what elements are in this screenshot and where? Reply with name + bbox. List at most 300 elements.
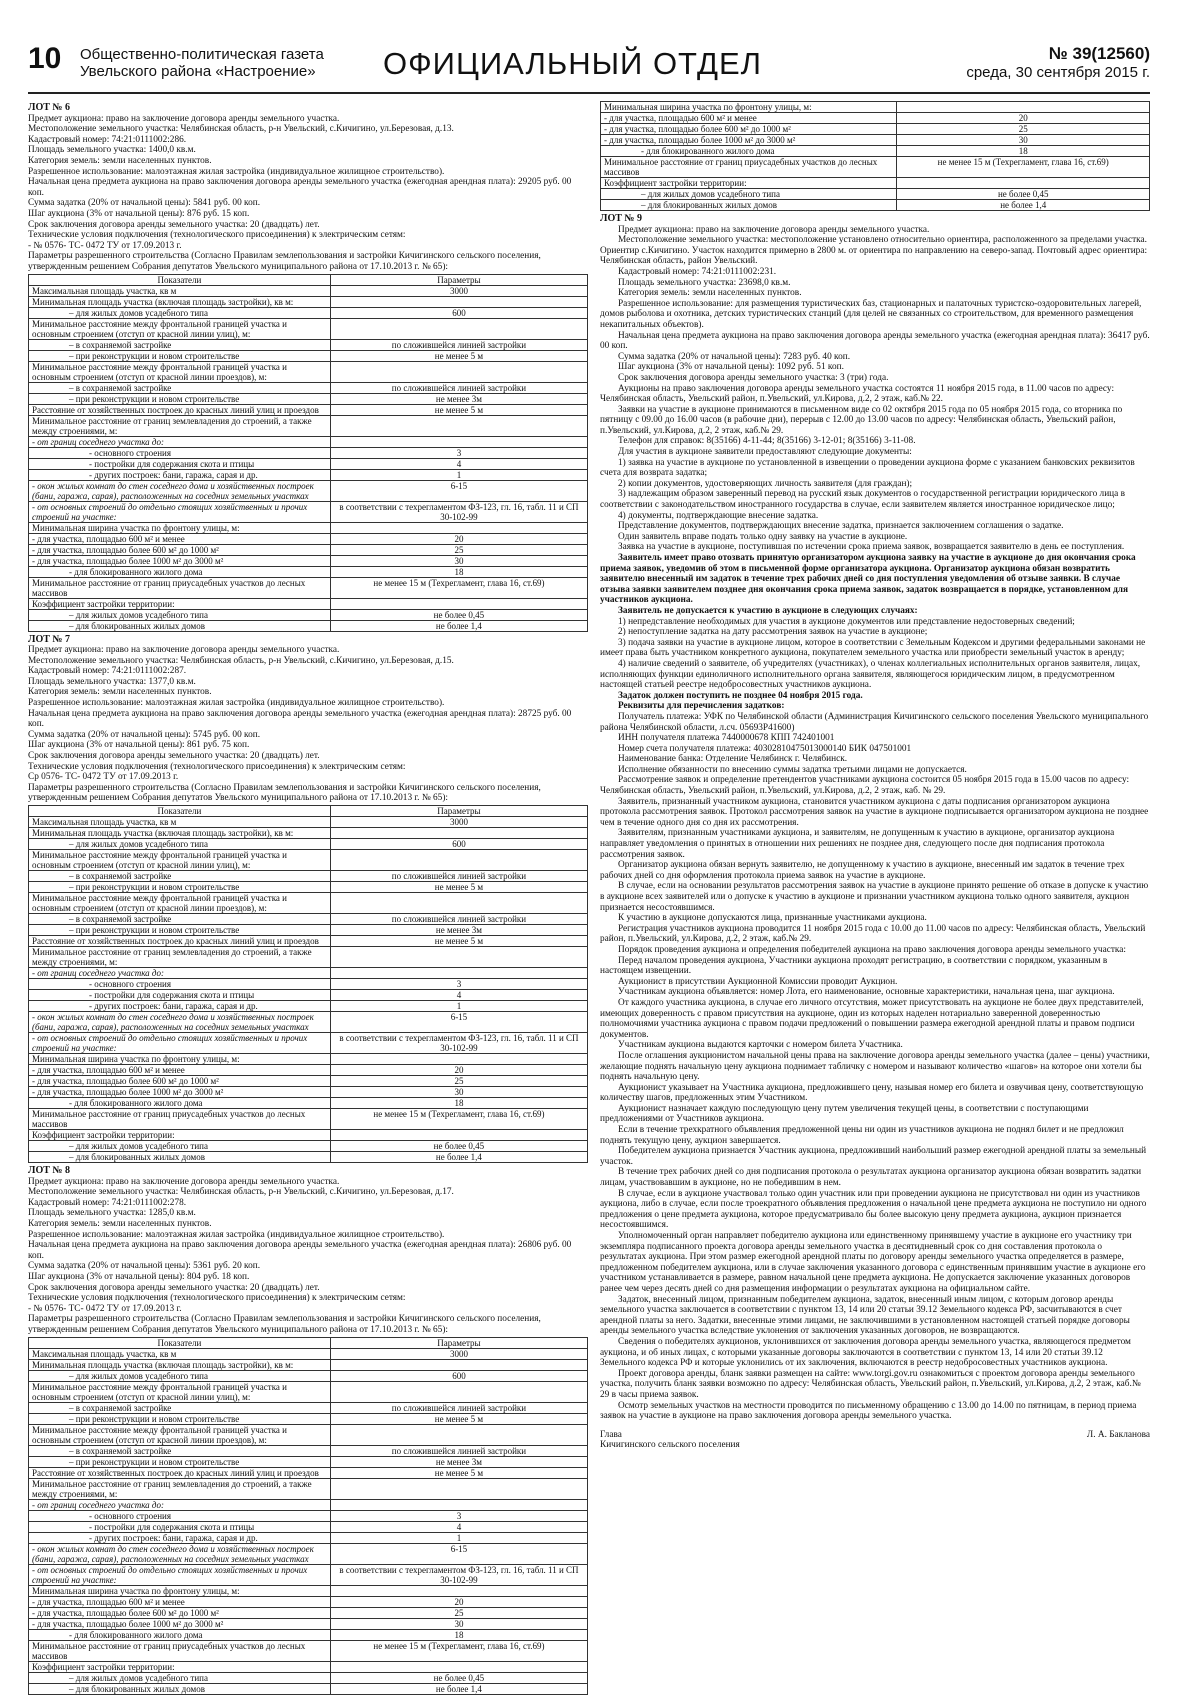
lot9-paragraph: 2) непоступление задатка на дату рассмотрения заявок на участие в аукционе;	[618, 627, 928, 638]
params-value: не более 1,4	[330, 1152, 587, 1163]
params-key: Максимальная площадь участка, кв м	[29, 817, 331, 828]
params-key: - основного строения	[29, 447, 331, 458]
header-rule	[28, 92, 1150, 94]
lot9-paragraph: Заявки на участие в аукционе принимаются в письменном виде со 02 октября 2015 года по 05 ноября 2015 года, со вторника по пятницу с 09.00 до 16.00 часов (в рабочие дни), перерыв с 12.00 до 13.00 часов по адресу: Челябинская область, Увельский район, п.Увельский, ул.Кирова, д.2, 2 этаж, каб.№ 29.	[600, 404, 1123, 436]
lot9-paragraph: От каждого участника аукциона, в случае его личного отсутствия, может присутствовать на аукционе не более двух представителей, имеющих доверенность с правом присутствия на аукционе, один из которых наделен нотариально заверенной доверенностью полномочиями участника аукциона с правом подачи предложений о повышении размера ежегодной арендной платы и правом подписи документов.	[600, 997, 1144, 1040]
params-key: Максимальная площадь участка, кв м	[29, 285, 331, 296]
params-key: – для блокированных жилых домов	[601, 200, 897, 211]
params-row	[29, 968, 588, 979]
params-row	[29, 1499, 588, 1510]
params-key: – в сохраняемой застройке	[29, 871, 331, 882]
params-key: Минимальная ширина участка по фронтону улицы, м:	[29, 1054, 331, 1065]
params-key: – в сохраняемой застройке	[29, 1445, 331, 1456]
lot9-paragraph: ИНН получателя платежа 7440000678 КПП 742401001	[618, 733, 835, 744]
params-value	[330, 598, 587, 609]
lot9-paragraph: В случае, если на основании результатов рассмотрения заявок на участие в аукционе принято решение об отказе в допуске к участию в аукционе всех заявителей или о допуске к участию в аукционе и признании участником аукциона только одного заявителя, аукцион признается несостоявшимся.	[600, 881, 1149, 913]
params-row	[29, 1141, 588, 1152]
params-value	[330, 1424, 587, 1445]
params-row	[29, 1370, 588, 1381]
params-value	[330, 1585, 587, 1596]
params-key: - для участка, площадью более 1000 м² до 3000 м²	[29, 555, 331, 566]
params-row	[29, 447, 588, 458]
params-value: 25	[330, 544, 587, 555]
lot9-paragraph: Проект договора аренды, бланк заявки размещен на сайте: www.torgi.gov.ru ознакомиться с проектом договора аренды земельного участка, получить бланк заявки возможно по адресу: Челябинская область, Увельский район, п.Увельский, ул.Кирова, д.2, 2 этаж, каб.№ 29 в часы приема заявок.	[600, 1368, 1141, 1400]
params-key: - других построек: бани, гаража, сарая и др.	[29, 1001, 331, 1012]
params-row	[29, 307, 588, 318]
params-row	[29, 1076, 588, 1087]
lot9-paragraph: Предмет аукциона: право на заключение договора аренды земельного участка.	[618, 224, 930, 235]
params-value: 6-15	[330, 480, 587, 501]
params-row	[29, 828, 588, 839]
lot9-paragraph: Один заявитель вправе подать только одну заявку на участие в аукционе.	[618, 531, 908, 542]
params-value	[330, 1359, 587, 1370]
lot9-paragraph: Представление документов, подтверждающих внесение задатка, признается заключением соглашения о задатке.	[618, 521, 1064, 532]
params-value: не менее 5 м	[330, 350, 587, 361]
params-value: 6-15	[330, 1543, 587, 1564]
params-value: 20	[330, 1596, 587, 1607]
lot9-paragraph: Реквизиты для перечисления задатков:	[618, 701, 785, 712]
params-row	[29, 1402, 588, 1413]
params-row	[29, 1087, 588, 1098]
lot9-paragraph: Организатор аукциона обязан вернуть заявителю, не допущенному к участию в аукционе, внесенный им задаток в течение трех рабочих дней со дня оформления протокола приема заявок на участие в аукционе.	[600, 860, 1125, 881]
lot-line: Кадастровый номер: 74:21:0111002:287.	[28, 666, 187, 677]
issue-date: среда, 30 сентября 2015 г.	[966, 64, 1150, 81]
params-value	[330, 947, 587, 968]
params-row	[29, 1012, 588, 1033]
params-key: - для блокированного жилого дома	[29, 1098, 331, 1109]
params-value: 30	[330, 1087, 587, 1098]
params-value: 30	[330, 555, 587, 566]
gazette-name	[80, 46, 324, 80]
left-column	[28, 100, 588, 1694]
params-row	[29, 1532, 588, 1543]
lot9-paragraph: Аукционист назначает каждую последующую цену путем увеличения текущей цены, в соответствии с поступающими предложениями от Участников аукциона.	[600, 1103, 1089, 1125]
params-row	[29, 415, 588, 436]
params-key: – в сохраняемой застройке	[29, 339, 331, 350]
params-row	[601, 189, 1150, 200]
params-table	[600, 101, 1150, 211]
params-value: по сложившейся линией застройки	[330, 339, 587, 350]
params-key: Минимальное расстояние между фронтальной границей участка и основным строением (отступ от красной линии улиц), м:	[29, 850, 331, 871]
lot-line: Начальная цена предмета аукциона на право заключения договора аренды земельного участка (ежегодная арендная плата): 26806 руб. 00 коп.	[28, 1240, 572, 1261]
signature-title	[600, 1430, 740, 1451]
params-key: Минимальное расстояние между фронтальной границей участка и основным строением (отступ от красной линии улиц), м:	[29, 1381, 331, 1402]
params-value: не менее 15 м (Техрегламент, глава 16, ст.69)	[897, 157, 1150, 178]
params-value: 25	[897, 124, 1150, 135]
params-value: 600	[330, 307, 587, 318]
params-value: в соответствии с техрегламентом ФЗ-123, гл. 16, табл. 11 и СП 30-102-99	[330, 1033, 587, 1054]
params-value: 3	[330, 979, 587, 990]
params-value: в соответствии с техрегламентом ФЗ-123, гл. 16, табл. 11 и СП 30-102-99	[330, 501, 587, 522]
params-row	[29, 555, 588, 566]
params-row	[29, 1543, 588, 1564]
params-row	[29, 1445, 588, 1456]
params-value	[330, 436, 587, 447]
lot9-paragraph: Перед началом проведения аукциона, Участники аукциона проходят регистрацию, в соответствии с порядком, указанным в настоящем извещении.	[600, 955, 1108, 977]
department-title: ОФИЦИАЛЬНЫЙ ОТДЕЛ	[383, 46, 762, 81]
params-value: не более 0,45	[330, 1141, 587, 1152]
params-col-left: Показатели	[29, 806, 331, 817]
lot9-paragraph: Площадь земельного участка: 23698,0 кв.м.	[618, 277, 791, 288]
params-key: – при реконструкции и новом строительстве	[29, 1456, 331, 1467]
issue-number: № 39(12560)	[1048, 44, 1150, 63]
params-value: 4	[330, 1521, 587, 1532]
params-key: – при реконструкции и новом строительстве	[29, 350, 331, 361]
params-key: Минимальная ширина участка по фронтону улицы, м:	[601, 102, 897, 113]
signature-line2: Кичигинского сельского поселения	[600, 1440, 740, 1451]
params-row	[29, 914, 588, 925]
params-key: - для блокированного жилого дома	[29, 566, 331, 577]
params-value: 3	[330, 1510, 587, 1521]
params-value: 3000	[330, 817, 587, 828]
lot9-paragraph: Осмотр земельных участков на местности проводится по письменному обращению с 13.00 до 14.00 по пятницам, в период приема заявок на участие в аукционе на право заключения договора аренды земельного участка.	[600, 1400, 1137, 1422]
lot-line: Параметры разрешенного строительства (Согласно Правилам землепользования и застройки Кичигинского сельского поселения, утвержденным решением Собрания депутатов Увельского муниципального района от 17.10.2013 г. № 65):	[28, 251, 541, 272]
params-value	[330, 850, 587, 871]
params-row	[29, 882, 588, 893]
params-row	[29, 1629, 588, 1640]
lot-title: ЛОТ № 8	[28, 1165, 70, 1176]
params-row	[29, 817, 588, 828]
params-row	[29, 893, 588, 914]
lot9-paragraph: Рассмотрение заявок и определение претендентов участниками аукциона состоится 05 ноября 2015 года в 15.00 часов по адресу: Челябинская область, Увельский район, п.Увельский, ул.Кирова, д.2, 2 этаж, каб. № 29.	[600, 775, 1130, 797]
lot-line: Площадь земельного участка: 1285,0 кв.м.	[28, 1208, 196, 1219]
lot9-paragraph: Аукционист в присутствии Аукционной Комиссии проводит Аукцион.	[618, 976, 898, 987]
lot-line: Шаг аукциона (3% от начальной цены): 876 руб. 15 коп.	[28, 208, 250, 219]
lot9-paragraph: Победителем аукциона признается Участник аукциона, предложивший наибольший размер ежегодной арендной платы за земельный участок.	[600, 1146, 1147, 1167]
params-value	[330, 968, 587, 979]
params-key: Коэффициент застройки территории:	[29, 598, 331, 609]
params-value: 18	[330, 1629, 587, 1640]
params-value: 30	[897, 135, 1150, 146]
params-row	[29, 1467, 588, 1478]
params-key: - для участка, площадью 600 м² и менее	[29, 533, 331, 544]
params-row	[29, 1683, 588, 1694]
params-row	[29, 1564, 588, 1585]
lot-line: Сумма задатка (20% от начальной цены): 5745 руб. 00 коп.	[28, 729, 261, 740]
params-row	[29, 458, 588, 469]
params-value: по сложившейся линией застройки	[330, 871, 587, 882]
params-row	[29, 1596, 588, 1607]
params-value: 6-15	[330, 1012, 587, 1033]
lot9-paragraph: Аукционы на право заключения договора аренды земельного участка состоятся 11 ноября 2015 года, в 11.00 часов по адресу: Челябинская область, Увельский район, п.Увельский, ул.Кирова, д.2, 2 этаж, каб.№ 22.	[600, 383, 1115, 405]
lot-line: Площадь земельного участка: 1400,0 кв.м.	[28, 145, 196, 156]
params-value	[330, 522, 587, 533]
params-key: – для жилых домов усадебного типа	[29, 839, 331, 850]
params-key: Минимальная ширина участка по фронтону улицы, м:	[29, 1585, 331, 1596]
params-value	[897, 178, 1150, 189]
lot-line: Разрешенное использование: малоэтажная жилая застройка (индивидуальное жилищное строительство).	[28, 698, 445, 709]
lot9-paragraph: Шаг аукциона (3% от начальной цены): 1092 руб. 51 коп.	[618, 362, 844, 373]
lot-title: ЛОТ № 9	[600, 213, 642, 224]
params-value	[330, 828, 587, 839]
params-row	[29, 1001, 588, 1012]
params-key: - от основных строений до отдельно стоящих хозяйственных и прочих строений на участке:	[29, 501, 331, 522]
params-value: не более 0,45	[330, 1672, 587, 1683]
params-col-right: Параметры	[330, 274, 587, 285]
lot9-paragraph: Начальная цена предмета аукциона на право заключения договора аренды земельного участка (ежегодная арендная плата): 36417 руб. 00 коп.	[600, 330, 1150, 352]
params-key: - для участка, площадью 600 м² и менее	[29, 1065, 331, 1076]
params-key: Расстояние от хозяйственных построек до красных линий улиц и проездов	[29, 1467, 331, 1478]
params-row	[29, 1510, 588, 1521]
params-key: - для участка, площадью 600 м² и менее	[29, 1596, 331, 1607]
params-key: - окон жилых комнат до стен соседнего дома и хозяйственных построек (бани, гаража, сарая), расположенных на соседних земельных участках	[29, 1543, 331, 1564]
lot9-paragraph: Телефон для справок: 8(35166) 4-11-44; 8(35166) 3-12-01; 8(35166) 3-11-08.	[618, 436, 916, 447]
params-value: 600	[330, 1370, 587, 1381]
lot9-paragraph: 1) непредставление необходимых для участия в аукционе документов или представление недостоверных сведений;	[618, 616, 1075, 627]
params-key: Расстояние от хозяйственных построек до красных линий улиц и проездов	[29, 936, 331, 947]
params-value: 18	[897, 146, 1150, 157]
params-key: - для участка, площадью более 600 м² до 1000 м²	[29, 544, 331, 555]
lot-line: Предмет аукциона: право на заключение договора аренды земельного участка.	[28, 113, 340, 124]
params-key: Минимальное расстояние между фронтальной границей участка и основным строением (отступ от красной линии проездов), м:	[29, 893, 331, 914]
params-value: 1	[330, 1532, 587, 1543]
params-row	[29, 1640, 588, 1661]
lot-line: Разрешенное использование: малоэтажная жилая застройка (индивидуальное жилищное строительство).	[28, 1229, 445, 1240]
lot-line: Кадастровый номер: 74:21:0111002:286.	[28, 134, 187, 145]
lot-line: Начальная цена предмета аукциона на право заключения договора аренды земельного участка (ежегодная арендная плата): 29205 руб. 00 коп.	[28, 177, 572, 198]
lot-line: Категория земель: земли населенных пунктов.	[28, 1218, 212, 1229]
params-row	[601, 135, 1150, 146]
params-key: – для жилых домов усадебного типа	[601, 189, 897, 200]
params-row	[29, 850, 588, 871]
lot-line: Сумма задатка (20% от начальной цены): 5841 руб. 00 коп.	[28, 198, 261, 209]
lot-line: Технические условия подключения (технологического присоединения) к электрическим сетям:	[28, 761, 406, 772]
params-col-left: Показатели	[29, 274, 331, 285]
lot-line: Срок заключения договора аренды земельного участка: 20 (двадцать) лет.	[28, 751, 320, 762]
params-key: - для участка, площадью более 1000 м² до 3000 м²	[29, 1618, 331, 1629]
params-value	[330, 296, 587, 307]
params-value	[897, 102, 1150, 113]
lot9-paragraph: Участникам аукциона выдаются карточки с номером билета Участника.	[618, 1040, 903, 1051]
params-row	[29, 469, 588, 480]
params-key: Коэффициент застройки территории:	[29, 1661, 331, 1672]
params-row	[601, 124, 1150, 135]
lot-line: Срок заключения договора аренды земельного участка: 20 (двадцать) лет.	[28, 219, 320, 230]
signature-name: Л. А. Бакланова	[1086, 1429, 1150, 1440]
params-key: - для участка, площадью 600 м² и менее	[601, 113, 897, 124]
params-row	[601, 178, 1150, 189]
params-row	[29, 1065, 588, 1076]
lot9-paragraph: Регистрация участников аукциона проводится 11 ноября 2015 года с 10.00 до 11.00 часов по адресу: Челябинская область, Увельский район, п.Увельский, ул.Кирова, д.2, 2 этаж, каб.№ 29.	[600, 923, 1146, 945]
params-value: по сложившейся линией застройки	[330, 1402, 587, 1413]
lot9-paragraph: Исполнение обязанности по внесению суммы задатка третьими лицами не допускается.	[618, 764, 967, 775]
lot9-paragraph: Разрешенное использование: для размещения туристических баз, стационарных и палаточных туристско-оздоровительных лагерей, домов рыболова и охотника, детских туристических станций (для целей не связанных со строительством, для временного размещения некапитальных объектов).	[600, 298, 1142, 330]
signature-line1: Глава	[600, 1429, 622, 1440]
params-value: по сложившейся линией застройки	[330, 914, 587, 925]
params-key: - для участка, площадью более 1000 м² до 3000 м²	[29, 1087, 331, 1098]
lot-line: Местоположение земельного участка: Челябинская область, р-н Увельский, с.Кичигино, ул.Березовая, д.17.	[28, 1187, 454, 1198]
lot-line: Шаг аукциона (3% от начальной цены): 804 руб. 18 коп.	[28, 1271, 250, 1282]
params-row	[601, 157, 1150, 178]
params-value: не менее 5 м	[330, 882, 587, 893]
params-row	[29, 1618, 588, 1629]
lot9-paragraph: Заявитель имеет право отозвать принятую организатором аукциона заявку на участие в аукционе до дня окончания срока приема заявок, уведомив об этом в письменной форме организатора аукциона. Организатор аукциона обязан возвратить заявителю внесенный им задаток в течение трех рабочих дней со дня поступления уведомления об отзыве заявки. В случае отзыва заявки заявителем позднее дня окончания срока приема заявок, задаток возвращается в порядке, установленном для участников аукциона.	[600, 553, 1136, 606]
params-value	[330, 1661, 587, 1672]
lot9-paragraph: Порядок проведения аукциона и определения победителей аукциона на право заключения договора аренды земельного участка:	[618, 944, 1126, 955]
params-row	[29, 480, 588, 501]
lot9-paragraph: 4) документы, подтверждающие внесение задатка.	[618, 510, 819, 521]
params-row	[29, 598, 588, 609]
params-value	[330, 1478, 587, 1499]
params-value: не более 1,4	[897, 200, 1150, 211]
params-value	[330, 1499, 587, 1510]
params-row	[29, 1152, 588, 1163]
params-value: 20	[330, 1065, 587, 1076]
lot-line: Параметры разрешенного строительства (Согласно Правилам землепользования и застройки Кичигинского сельского поселения, утвержденным решением Собрания депутатов Увельского муниципального района от 17.10.2013 г. № 65):	[28, 1314, 541, 1335]
right-column	[600, 100, 1150, 1650]
params-key: – в сохраняемой застройке	[29, 382, 331, 393]
lot-line: - № 0576- ТС- 0472 ТУ от 17.09.2013 г.	[28, 1303, 182, 1314]
params-key: - постройки для содержания скота и птицы	[29, 990, 331, 1001]
params-value: 3000	[330, 285, 587, 296]
lot9-paragraph: Сведения о победителях аукционов, уклонившихся от заключения договора аренды земельного участка, являющегося предметом аукциона, и об иных лицах, с которыми указанные договоры заключаются в соответствии с пунктом 13, 14 или 20 статьи 39.12 Земельного кодекса РФ и которые уклонились от их заключения, включаются в реестр недобросовестных участников аукциона.	[600, 1336, 1131, 1369]
params-row	[29, 350, 588, 361]
params-key: Минимальное расстояние от границ землевладения до строений, а также между строениями, м:	[29, 415, 331, 436]
params-row	[29, 1585, 588, 1596]
params-key: Минимальное расстояние от границ приусадебных участков до лесных массивов	[29, 1109, 331, 1130]
params-col-right: Параметры	[330, 806, 587, 817]
params-key: Расстояние от хозяйственных построек до красных линий улиц и проездов	[29, 404, 331, 415]
params-value: не более 1,4	[330, 620, 587, 631]
params-row	[29, 990, 588, 1001]
params-value: 1	[330, 469, 587, 480]
lot9-paragraph: Номер счета получателя платежа: 40302810475013000140 БИК 047501001	[618, 743, 912, 754]
lot9-paragraph: Наименование банка: Отделение Челябинск г. Челябинск.	[618, 754, 848, 765]
lot-line: Разрешенное использование: малоэтажная жилая застройка (индивидуальное жилищное строительство).	[28, 166, 445, 177]
params-value	[330, 361, 587, 382]
params-key: - для участка, площадью более 1000 м² до 3000 м²	[601, 135, 897, 146]
params-row	[29, 1661, 588, 1672]
params-key: – при реконструкции и новом строительстве	[29, 882, 331, 893]
params-key: Коэффициент застройки территории:	[601, 178, 897, 189]
params-value	[330, 318, 587, 339]
lot-line: Сумма задатка (20% от начальной цены): 5361 руб. 20 коп.	[28, 1261, 261, 1272]
params-row	[29, 609, 588, 620]
params-row	[29, 1381, 588, 1402]
params-key: – для блокированных жилых домов	[29, 1683, 331, 1694]
params-key: – в сохраняемой застройке	[29, 914, 331, 925]
params-row	[601, 200, 1150, 211]
params-row	[29, 1478, 588, 1499]
params-key: - от основных строений до отдельно стоящих хозяйственных и прочих строений на участке:	[29, 1564, 331, 1585]
params-row	[29, 947, 588, 968]
params-row	[29, 361, 588, 382]
params-row	[29, 1672, 588, 1683]
params-value: не более 1,4	[330, 1683, 587, 1694]
params-key: - основного строения	[29, 1510, 331, 1521]
params-key: – для жилых домов усадебного типа	[29, 1141, 331, 1152]
params-col-left: Показатели	[29, 1337, 331, 1348]
params-value: не менее 3м	[330, 925, 587, 936]
params-row	[29, 1130, 588, 1141]
params-row	[29, 393, 588, 404]
params-row	[29, 925, 588, 936]
lot-line: Ср 0576- ТС- 0472 ТУ от 17.09.2013 г.	[28, 772, 179, 783]
params-key: - основного строения	[29, 979, 331, 990]
params-row	[29, 1413, 588, 1424]
params-key: - для участка, площадью более 600 м² до 1000 м²	[601, 124, 897, 135]
lot-line: - № 0576- ТС- 0472 ТУ от 17.09.2013 г.	[28, 240, 182, 251]
params-key: Минимальное расстояние от границ приусадебных участков до лесных массивов	[601, 157, 897, 178]
params-value	[330, 1130, 587, 1141]
lot9-paragraph: Кадастровый номер: 74:21:0111002:231.	[618, 266, 777, 277]
params-key: – для блокированных жилых домов	[29, 1152, 331, 1163]
params-value: 1	[330, 1001, 587, 1012]
params-key: - других построек: бани, гаража, сарая и др.	[29, 1532, 331, 1543]
lot9-paragraph: Заявитель не допускается к участию в аукционе в следующих случаях:	[618, 605, 918, 616]
lot9-paragraph: К участию в аукционе допускаются лица, признанные участниками аукциона.	[618, 913, 927, 924]
params-row	[29, 1033, 588, 1054]
lot-line: Параметры разрешенного строительства (Согласно Правилам землепользования и застройки Кичигинского сельского поселения, утвержденным решением Собрания депутатов Увельского муниципального района от 17.10.2013 г. № 65):	[28, 782, 541, 804]
params-header-row	[29, 274, 588, 285]
lot9-paragraph: Участникам аукциона объявляется: номер Лота, его наименование, основные характеристики, начальная цена, шаг аукциона.	[618, 987, 1115, 998]
lot9-paragraph: После оглашения аукционистом начальной цены права на заключение договора аренды земельного участка (далее – цены) участники, желающие поднять начальную цену аукциона поднимает табличку с номером и называют количество «шагов» на которое они хотели бы поднять начальную цену.	[600, 1050, 1150, 1083]
params-value: не менее 15 м (Техрегламент, глава 16, ст.69)	[330, 1109, 587, 1130]
lot-line: Местоположение земельного участка: Челябинская область, р-н Увельский, с.Кичигино, ул.Березовая, д.13.	[28, 124, 454, 135]
params-row	[29, 501, 588, 522]
lot-line: Площадь земельного участка: 1377,0 кв.м.	[28, 676, 196, 687]
params-value: по сложившейся линией застройки	[330, 382, 587, 393]
gazette-line1: Общественно-политическая газета	[80, 46, 324, 63]
lot9-paragraph: Заявителям, признанным участниками аукциона, и заявителям, не допущенным к участию в аукционе, организатор аукциона направляет уведомления о принятых в отношении них решениях не позднее дня, следующего после дня подписания протокола рассмотрения заявок.	[600, 828, 1115, 860]
lot-line: Предмет аукциона: право на заключение договора аренды земельного участка.	[28, 645, 340, 656]
lot9-paragraph: 3) подача заявки на участие в аукционе лицом, которое в соответствии с Земельным Кодексом и другими федеральными законами не имеет права быть участником конкретного аукциона, покупателем земельного участка или приобрести земельный участок в аренду;	[600, 637, 1146, 659]
params-key: Минимальная ширина участка по фронтону улицы, м:	[29, 522, 331, 533]
params-value: 4	[330, 458, 587, 469]
lot-line: Категория земель: земли населенных пунктов.	[28, 155, 212, 166]
params-key: Минимальная площадь участка (включая площадь застройки), кв м:	[29, 1359, 331, 1370]
lot-title: ЛОТ № 7	[28, 633, 70, 645]
params-row	[29, 1109, 588, 1130]
params-value: в соответствии с техрегламентом ФЗ-123, гл. 16, табл. 11 и СП 30-102-99	[330, 1564, 587, 1585]
params-row	[29, 1424, 588, 1445]
gazette-line2: Увельского района «Настроение»	[80, 63, 316, 80]
params-row	[601, 113, 1150, 124]
params-row	[29, 1607, 588, 1618]
params-row	[29, 285, 588, 296]
params-key: - от границ соседнего участка до:	[29, 1499, 331, 1510]
params-row	[29, 533, 588, 544]
params-key: – при реконструкции и новом строительстве	[29, 925, 331, 936]
params-value: 600	[330, 839, 587, 850]
signature	[600, 1430, 1150, 1451]
params-key: Минимальное расстояние от границ приусадебных участков до лесных массивов	[29, 1640, 331, 1661]
params-key: - для участка, площадью более 600 м² до 1000 м²	[29, 1607, 331, 1618]
params-value: не менее 5 м	[330, 1413, 587, 1424]
params-value: 30	[330, 1618, 587, 1629]
params-row	[29, 436, 588, 447]
params-header-row	[29, 806, 588, 817]
params-row	[29, 296, 588, 307]
params-row	[29, 577, 588, 598]
params-value: 18	[330, 1098, 587, 1109]
params-key: – при реконструкции и новом строительстве	[29, 393, 331, 404]
params-key: – для жилых домов усадебного типа	[29, 1370, 331, 1381]
lot9-paragraph: 4) наличие сведений о заявителе, об учредителях (участниках), о членах коллегиальных исполнительных органов заявителя, лицах, исполняющих функции единоличного исполнительного органа заявителя, являющегося юридическим лицом, в предусмотренном настоящей статьей реестре недобросовестных участников аукциона.	[600, 658, 1141, 691]
lot9-paragraph: Заявка на участие в аукционе, поступившая по истечении срока приема заявок, возвращается заявителю в день ее поступления.	[618, 542, 1125, 553]
params-row	[29, 1456, 588, 1467]
params-row	[29, 318, 588, 339]
lot-title: ЛОТ № 6	[28, 102, 70, 113]
params-value: 18	[330, 566, 587, 577]
params-key: Коэффициент застройки территории:	[29, 1130, 331, 1141]
lot9-paragraph: Местоположение земельного участка: местоположение установлено относительно ориентира, расположенного за пределами участка. Ориентир с.Кичигино. Участок находится примерно в 2800 м. от ориентира по направлению на северо-запад. Почтовый адрес ориентира: Челябинская область, район Увельский.	[600, 235, 1148, 267]
params-table	[28, 805, 588, 1163]
params-value: не более 0,45	[330, 609, 587, 620]
params-key: – для жилых домов усадебного типа	[29, 1672, 331, 1683]
params-key: – для блокированных жилых домов	[29, 620, 331, 631]
params-row	[29, 522, 588, 533]
